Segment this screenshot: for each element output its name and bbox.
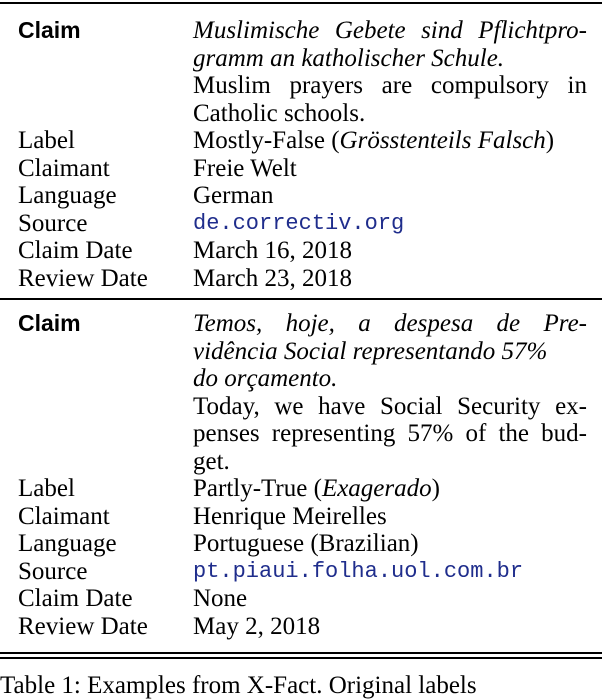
claimant-row — [0, 155, 602, 183]
claimant-value: Henrique Meirelles — [193, 502, 387, 530]
source-row — [0, 558, 602, 586]
field-label-source: Source — [18, 557, 88, 585]
field-label-claim: Claim — [18, 17, 81, 43]
field-label-language: Language — [18, 530, 117, 557]
claim-date-row — [0, 585, 602, 613]
claim-original-line: Muslimische Gebete sind Pflichtpro- — [193, 17, 587, 44]
claim-original-line: vidência Social representando 57% — [193, 337, 548, 365]
field-label-review-date: Review Date — [18, 264, 148, 292]
claim-date-row — [0, 237, 602, 265]
source-link[interactable]: de.correctiv.org — [193, 210, 405, 236]
label-row — [0, 127, 602, 155]
language-value: German — [193, 182, 274, 209]
claim-row — [0, 17, 602, 127]
claim-text — [193, 310, 587, 475]
label-normalized: Partly-True — [193, 475, 308, 502]
field-label-claim-date: Claim Date — [18, 585, 133, 612]
review-date-value: March 23, 2018 — [193, 264, 352, 292]
claim-translation-line: get. — [193, 447, 230, 475]
claim-translation-line: penses representing 57% of the bud- — [193, 420, 587, 447]
field-label-claimant: Claimant — [18, 154, 110, 182]
claim-translation-line: Today, we have Social Security ex- — [193, 392, 587, 420]
source-link[interactable]: pt.piaui.folha.uol.com.br — [193, 558, 524, 584]
claim-translation-line: Catholic schools. — [193, 99, 366, 127]
field-label-claim-date: Claim Date — [18, 237, 133, 264]
field-label-label: Label — [18, 127, 75, 154]
review-date-row — [0, 265, 602, 293]
claim-original-line: do orçamento. — [193, 365, 338, 392]
field-label-language: Language — [18, 182, 117, 209]
language-value: Portuguese (Brazilian) — [193, 530, 419, 557]
field-label-source: Source — [18, 209, 88, 237]
claim-translation-line: Muslim prayers are compulsory in — [193, 72, 587, 99]
claimant-row — [0, 503, 602, 531]
label-original: Grösstenteils Falsch — [339, 127, 546, 154]
claimant-value: Freie Welt — [193, 154, 297, 182]
table-top-rule — [0, 2, 602, 4]
field-label-claim: Claim — [18, 310, 81, 336]
claim-original-line: gramm an katholischer Schule. — [193, 44, 505, 72]
table-caption: Table 1: Examples from X-Fact. Original labels — [0, 672, 477, 699]
field-label-label: Label — [18, 475, 75, 502]
field-label-claimant: Claimant — [18, 502, 110, 530]
label-normalized: Mostly-False — [193, 127, 325, 154]
field-label-review-date: Review Date — [18, 612, 148, 640]
label-value: Mostly-False (Grösstenteils Falsch) — [193, 127, 555, 154]
label-original: Exagerado — [321, 475, 432, 502]
claim-date-value: March 16, 2018 — [193, 237, 352, 264]
review-date-value: May 2, 2018 — [193, 612, 321, 640]
language-row — [0, 530, 602, 558]
review-date-row — [0, 613, 602, 641]
table-bottom-rule-2 — [0, 657, 602, 659]
label-value: Partly-True (Exagerado) — [193, 475, 440, 502]
claim-date-value: None — [193, 585, 248, 612]
example-2 — [0, 310, 602, 640]
claim-text — [193, 17, 587, 127]
example-separator-rule — [0, 298, 602, 300]
label-row — [0, 475, 602, 503]
source-row — [0, 210, 602, 238]
table-bottom-rule-1 — [0, 652, 602, 654]
claim-row — [0, 310, 602, 475]
claim-original-line: Temos, hoje, a despesa de Pre- — [193, 310, 587, 337]
language-row — [0, 182, 602, 210]
example-1 — [0, 17, 602, 292]
